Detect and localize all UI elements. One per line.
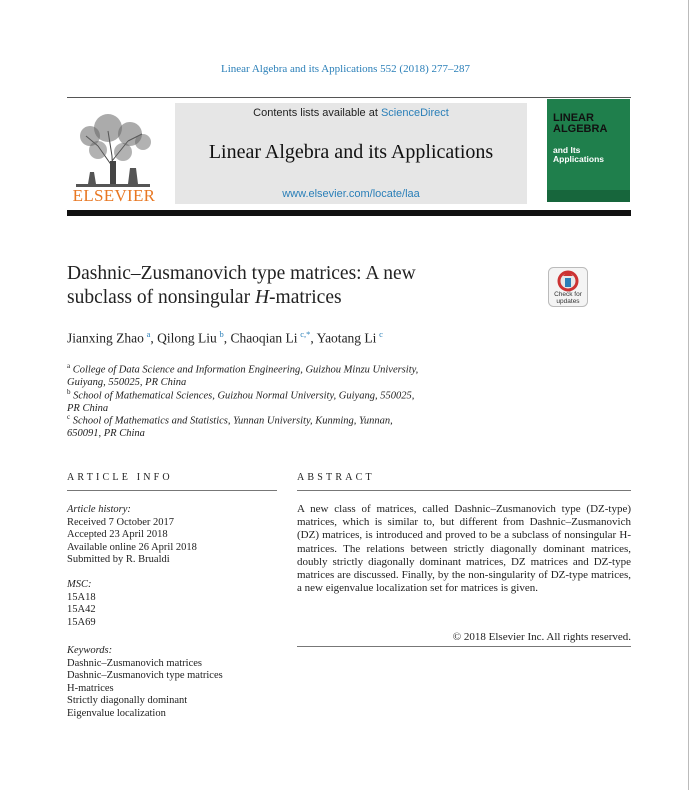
sciencedirect-link[interactable]: ScienceDirect — [380, 107, 449, 119]
author-affiliation-marker[interactable]: b — [219, 329, 224, 339]
keyword: Dashnic–Zusmanovich matrices — [67, 657, 203, 669]
author-affiliation-marker[interactable]: c,* — [300, 329, 311, 339]
history-item: Received 7 October 2017 — [67, 516, 175, 528]
article-history — [67, 504, 287, 567]
abstract-rule — [297, 490, 631, 491]
abstract-bottom-rule — [297, 646, 631, 647]
badge-line: updates — [556, 298, 580, 305]
history-item: Available online 26 April 2018 — [67, 541, 197, 553]
abstract-body: A new class of matrices, called Dashnic–Zusmanovich type (DZ-type) matrices, which is similar to, but different from Dashnic–Zusmanovich (DZ) matrices, is introduced and proved to be a subclass of nonsingular H-matrices. The relations between strictly diagonally dominant matrices, doubly strictly diagonally dominant matrices, DZ matrices and DZ-type matrices are discussed. Finally, by the non-singularity of DZ-type matrices, a new eigenvalue localization set for matrices is given. — [297, 503, 631, 595]
header-rule — [67, 97, 631, 98]
author-affiliation-marker[interactable]: a — [146, 329, 151, 339]
title-line-2-italic: H — [254, 287, 270, 308]
history-item: Accepted 23 April 2018 — [67, 529, 168, 540]
affiliation-line: College of Data Science and Information Engineering, Guizhou Minzu University, — [72, 364, 419, 376]
check-for-updates-label[interactable] — [544, 291, 592, 305]
header-thick-rule — [67, 210, 631, 216]
article-info-rule — [67, 490, 277, 491]
journal-name: Linear Algebra and its Applications — [208, 141, 494, 163]
msc-label: MSC: — [67, 579, 92, 590]
contents-line — [175, 107, 527, 119]
affiliation-line: School of Mathematical Sciences, Guizhou Normal University, Guiyang, 550025, — [73, 390, 415, 402]
keyword: Eigenvalue localization — [67, 707, 166, 719]
affiliation-marker: a — [67, 362, 71, 370]
keywords — [67, 645, 287, 720]
title-line-2-prefix: subclass of nonsingular — [67, 287, 255, 308]
msc-code: 15A42 — [67, 604, 96, 615]
msc-code: 15A69 — [67, 616, 96, 628]
author-name[interactable]: Chaoqian Li — [230, 330, 298, 346]
author-affiliation-marker[interactable]: c — [379, 329, 383, 339]
affiliation-marker: c — [67, 413, 71, 421]
author-name[interactable]: Yaotang Li — [316, 330, 377, 346]
title-line-2-suffix: -matrices — [269, 287, 342, 308]
msc-code: 15A18 — [67, 591, 96, 603]
article-info-heading: ARTICLE INFO — [67, 472, 173, 483]
author-name[interactable]: Jianxing Zhao — [67, 330, 144, 346]
abstract-heading: ABSTRACT — [297, 472, 375, 483]
keyword: H-matrices — [67, 682, 114, 694]
cover-subtitle — [553, 146, 604, 164]
history-item: Submitted by R. Brualdi — [67, 554, 170, 565]
publisher-wordmark: ELSEVIER — [72, 186, 156, 205]
keywords-label: Keywords: — [67, 645, 113, 656]
page-edge — [688, 0, 689, 790]
affiliation-line: Guiyang, 550025, PR China — [67, 377, 187, 388]
badge-line: Check for — [554, 291, 582, 298]
keyword: Dashnic–Zusmanovich type matrices — [67, 670, 223, 681]
journal-citation-link[interactable]: Linear Algebra and its Applications 552 (2018) 277–287 — [221, 63, 470, 75]
author-list: Jianxing Zhao $^a$, Qilong Liu $^b$, Chaoqian Li $^{c,*}$, Yaotang Li $^c$ — [67, 329, 383, 346]
cover-title — [553, 113, 607, 135]
article-title — [67, 262, 416, 310]
affiliation-line: PR China — [67, 403, 109, 414]
contents-prefix: Contents lists available at — [253, 107, 381, 119]
cover-title-line: LINEAR — [553, 112, 594, 124]
copyright-notice: © 2018 Elsevier Inc. All rights reserved. — [452, 631, 631, 643]
cover-subtitle-line: Applications — [553, 154, 605, 164]
journal-url-link[interactable]: www.elsevier.com/locate/laa — [282, 188, 420, 200]
cover-subtitle-line: and Its — [553, 145, 581, 155]
cover-bottom-strip — [547, 190, 630, 202]
author-name[interactable]: Qilong Liu — [157, 330, 217, 346]
affiliation-line: School of Mathematics and Statistics, Yunnan University, Kunming, Yunnan, — [72, 415, 393, 427]
title-line-1: Dashnic–Zusmanovich type matrices: A new — [67, 263, 416, 284]
history-label: Article history: — [67, 504, 131, 515]
cover-title-line: ALGEBRA — [553, 123, 608, 135]
affiliation-marker: b — [67, 388, 71, 396]
msc-codes — [67, 579, 287, 629]
title-line-2 — [67, 286, 416, 310]
affiliation-line: 650091, PR China — [67, 428, 145, 439]
keyword: Strictly diagonally dominant — [67, 695, 188, 706]
affiliation — [67, 411, 537, 441]
